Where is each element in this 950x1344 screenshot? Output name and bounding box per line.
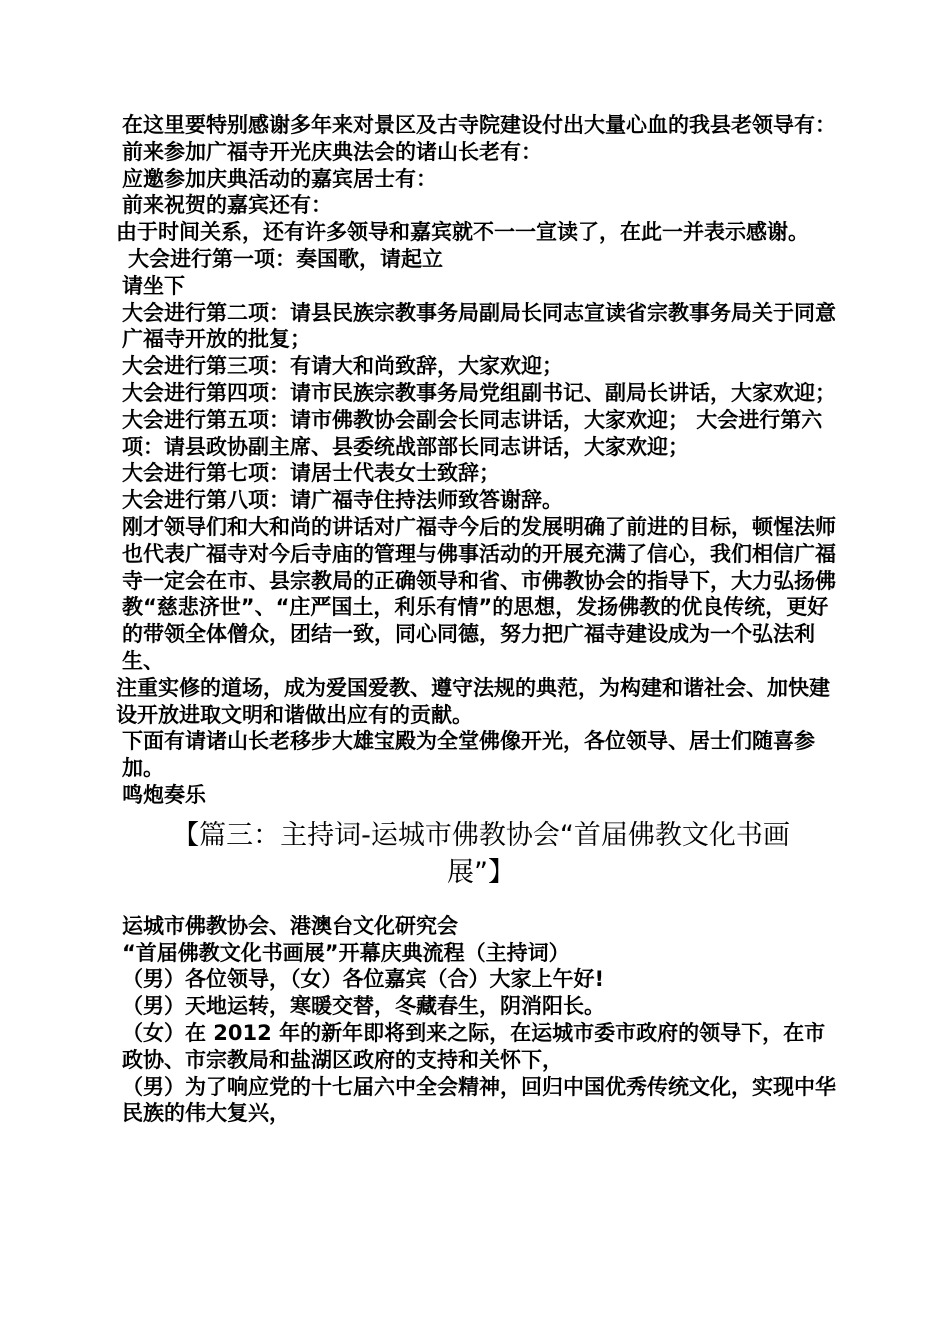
- paragraph-seasons: （男）天地运转，寒暖交替，冬藏春生，阴消阳长。: [122, 994, 605, 1019]
- paragraph-item-7: 大会进行第七项：请居士代表女士致辞；: [122, 461, 500, 486]
- paragraph-consecration: 下面有请诸山长老移步大雄宝殿为全堂佛像开光，各位领导、居士们随喜参加。: [122, 729, 815, 781]
- section-heading: 【篇三：主持词-运城市佛教协会“首届佛教文化书画展”】: [172, 819, 790, 888]
- paragraph-item-1: 大会进行第一项：奏国歌，请起立: [128, 246, 443, 271]
- paragraph-item-5-6: 大会进行第五项：请市佛教协会副会长同志讲话，大家欢迎； 大会进行第六项：请县政协副主席、县委统战部部长同志讲话，大家欢迎；: [122, 407, 823, 459]
- document-body: [116, 112, 846, 1127]
- paragraph-greeting: （男）各位领导，（女）各位嘉宾（合）大家上午好!: [122, 967, 605, 992]
- paragraph-elders: 前来参加广福寺开光庆典法会的诸山长老有：: [122, 139, 542, 164]
- paragraph-program-title: “首届佛教文化书画展”开幕庆典流程（主持词）: [122, 940, 570, 965]
- paragraph-summary: 刚才领导们和大和尚的讲话对广福寺今后的发展明确了前进的目标，顿惺法师也代表广福寺对今后寺庙的管理与佛事活动的开展充满了信心，我们相信广福寺一定会在市、县宗教局的正确领导和省、市佛教协会的指导下，大力弘扬佛教“慈悲济世”、“庄严国土，利乐有情”的思想，发扬佛教的优良传统，更好的带领全体僧众，团结一致，同心同德，努力把广福寺建设成为一个弘法利生、: [122, 514, 836, 673]
- paragraph-item-2: 大会进行第二项：请县民族宗教事务局副局长同志宣读省宗教事务局关于同意广福寺开放的批复；: [122, 300, 836, 352]
- paragraph-time-thanks: 由于时间关系，还有许多领导和嘉宾就不一一宣读了，在此一并表示感谢。: [116, 220, 809, 245]
- paragraph-revival: （男）为了响应党的十七届六中全会精神，回归中国优秀传统文化，实现中华民族的伟大复兴，: [122, 1074, 836, 1126]
- paragraph-firecrackers: 鸣炮奏乐: [122, 782, 206, 807]
- paragraph-item-8: 大会进行第八项：请广福寺住持法师致答谢辞。: [122, 488, 563, 513]
- paragraph-new-year: （女）在 2012 年的新年即将到来之际，在运城市委市政府的领导下，在市政协、市宗教局和盐湖区政府的支持和关怀下，: [122, 1020, 826, 1072]
- paragraph-organizers: 运城市佛教协会、港澳台文化研究会: [122, 913, 458, 938]
- paragraph-summary-cont: 注重实修的道场，成为爱国爱教、遵守法规的典范，为构建和谐社会、加快建设开放进取文明和谐做出应有的贡献。: [116, 675, 830, 727]
- paragraph-item-4: 大会进行第四项：请市民族宗教事务局党组副书记、副局长讲话，大家欢迎；: [122, 380, 836, 405]
- paragraph-guests: 应邀参加庆典活动的嘉宾居士有：: [122, 166, 437, 191]
- paragraph-thanks-leaders: 在这里要特别感谢多年来对景区及古寺院建设付出大量心血的我县老领导有：: [122, 113, 836, 137]
- paragraph-be-seated: 请坐下: [122, 273, 185, 298]
- paragraph-more-guests: 前来祝贺的嘉宾还有：: [122, 193, 332, 218]
- paragraph-item-3: 大会进行第三项：有请大和尚致辞，大家欢迎；: [122, 354, 563, 379]
